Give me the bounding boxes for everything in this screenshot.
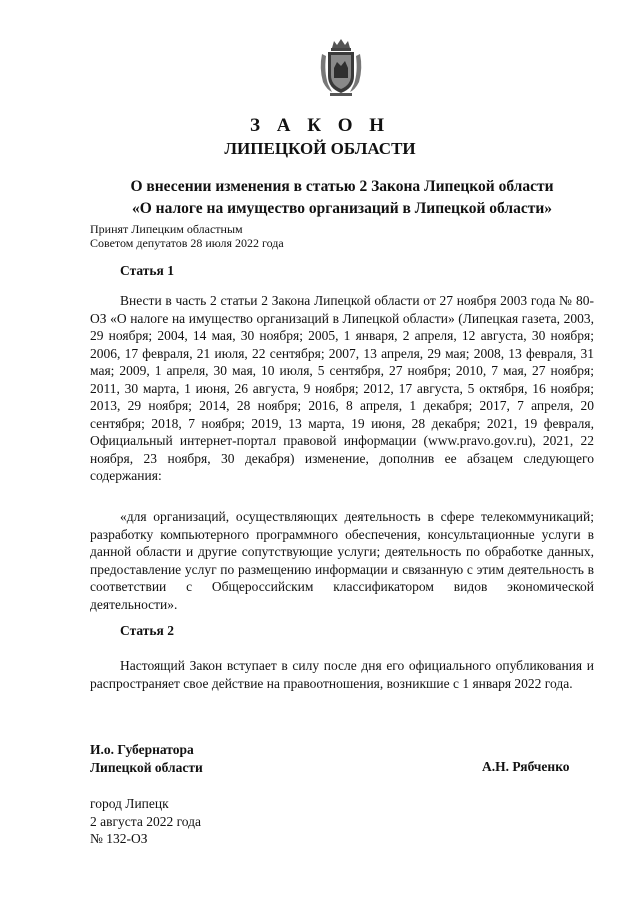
article-2-paragraph: Настоящий Закон вступает в силу после дня его официального опубликования и распространяет свое действие на правоотношения, возникшие с 1 января 2022 года. — [90, 658, 594, 691]
footer-date: 2 августа 2022 года — [90, 813, 201, 829]
region-title: ЛИПЕЦКОЙ ОБЛАСТИ — [224, 139, 416, 158]
article-2-heading: Статья 2 — [120, 623, 174, 638]
law-subject — [90, 176, 594, 220]
adoption-note-line: Советом депутатов 28 июля 2022 года — [90, 236, 284, 250]
article-2-text — [90, 657, 594, 692]
adoption-note — [90, 222, 284, 250]
signatory-position-line: И.о. Губернатора — [90, 742, 194, 757]
footer-number: № 132-ОЗ — [90, 831, 148, 846]
signatory-name: А.Н. Рябченко — [482, 759, 570, 774]
document-footer — [90, 795, 201, 848]
article-1-quote-paragraph: «для организаций, осуществляющих деятельность в сфере телекоммуникаций; разработку компьютерного программного обеспечения, консультационные услуги в данной области и другие сопутствующие услуги; деятельность по обработке данных, предоставление услуг по размещению информации и связанную с этим деятельность в соответствии с Общероссийским классификатором видов экономической деятельности». — [90, 509, 594, 612]
article-1-paragraph: Внести в часть 2 статьи 2 Закона Липецкой области от 27 ноября 2003 года № 80-ОЗ «О налоге на имущество организаций в Липецкой области» (Липецкая газета, 2003, 29 ноября; 2004, 14 мая, 30 ноября; 2005, 1 января, 2 апреля, 12 августа, 30 ноября; 2006, 17 февраля, 21 июля, 22 сентября; 2007, 13 апреля, 29 мая; 2008, 13 февраля, 31 мая; 2009, 1 апреля, 30 мая, 10 июля, 5 сентября, 27 ноября; 2010, 7 мая, 27 ноября; 2011, 30 марта, 1 июня, 26 августа, 9 ноября; 2012, 17 августа, 5 октября, 16 ноября; 2013, 29 ноября; 2014, 28 ноября; 2016, 8 апреля, 1 декабря; 2017, 7 апреля, 20 сентября; 2018, 7 ноября; 2019, 13 марта, 19 июня, 28 декабря; 2021, 19 февраля, Официальный интернет-портал правовой информации (www.pravo.gov.ru), 2021, 22 ноября, 23 ноября, 30 декабря) изменение, дополнив ее абзацем следующего содержания: — [90, 293, 594, 483]
adoption-note-line: Принят Липецким областным — [90, 222, 243, 236]
signatory-position-line: Липецкой области — [90, 760, 203, 775]
signatory-position — [90, 741, 203, 777]
article-1-text — [90, 292, 594, 485]
document-type-title: З А К О Н — [249, 115, 391, 136]
article-1-heading: Статья 1 — [120, 263, 174, 278]
law-subject-line: «О налоге на имущество организаций в Липецкой области» — [131, 200, 552, 217]
footer-city: город Липецк — [90, 796, 169, 811]
coat-of-arms-icon — [318, 38, 364, 98]
law-subject-line: О внесении изменения в статью 2 Закона Липецкой области — [130, 178, 554, 195]
article-1-quote — [90, 508, 594, 613]
